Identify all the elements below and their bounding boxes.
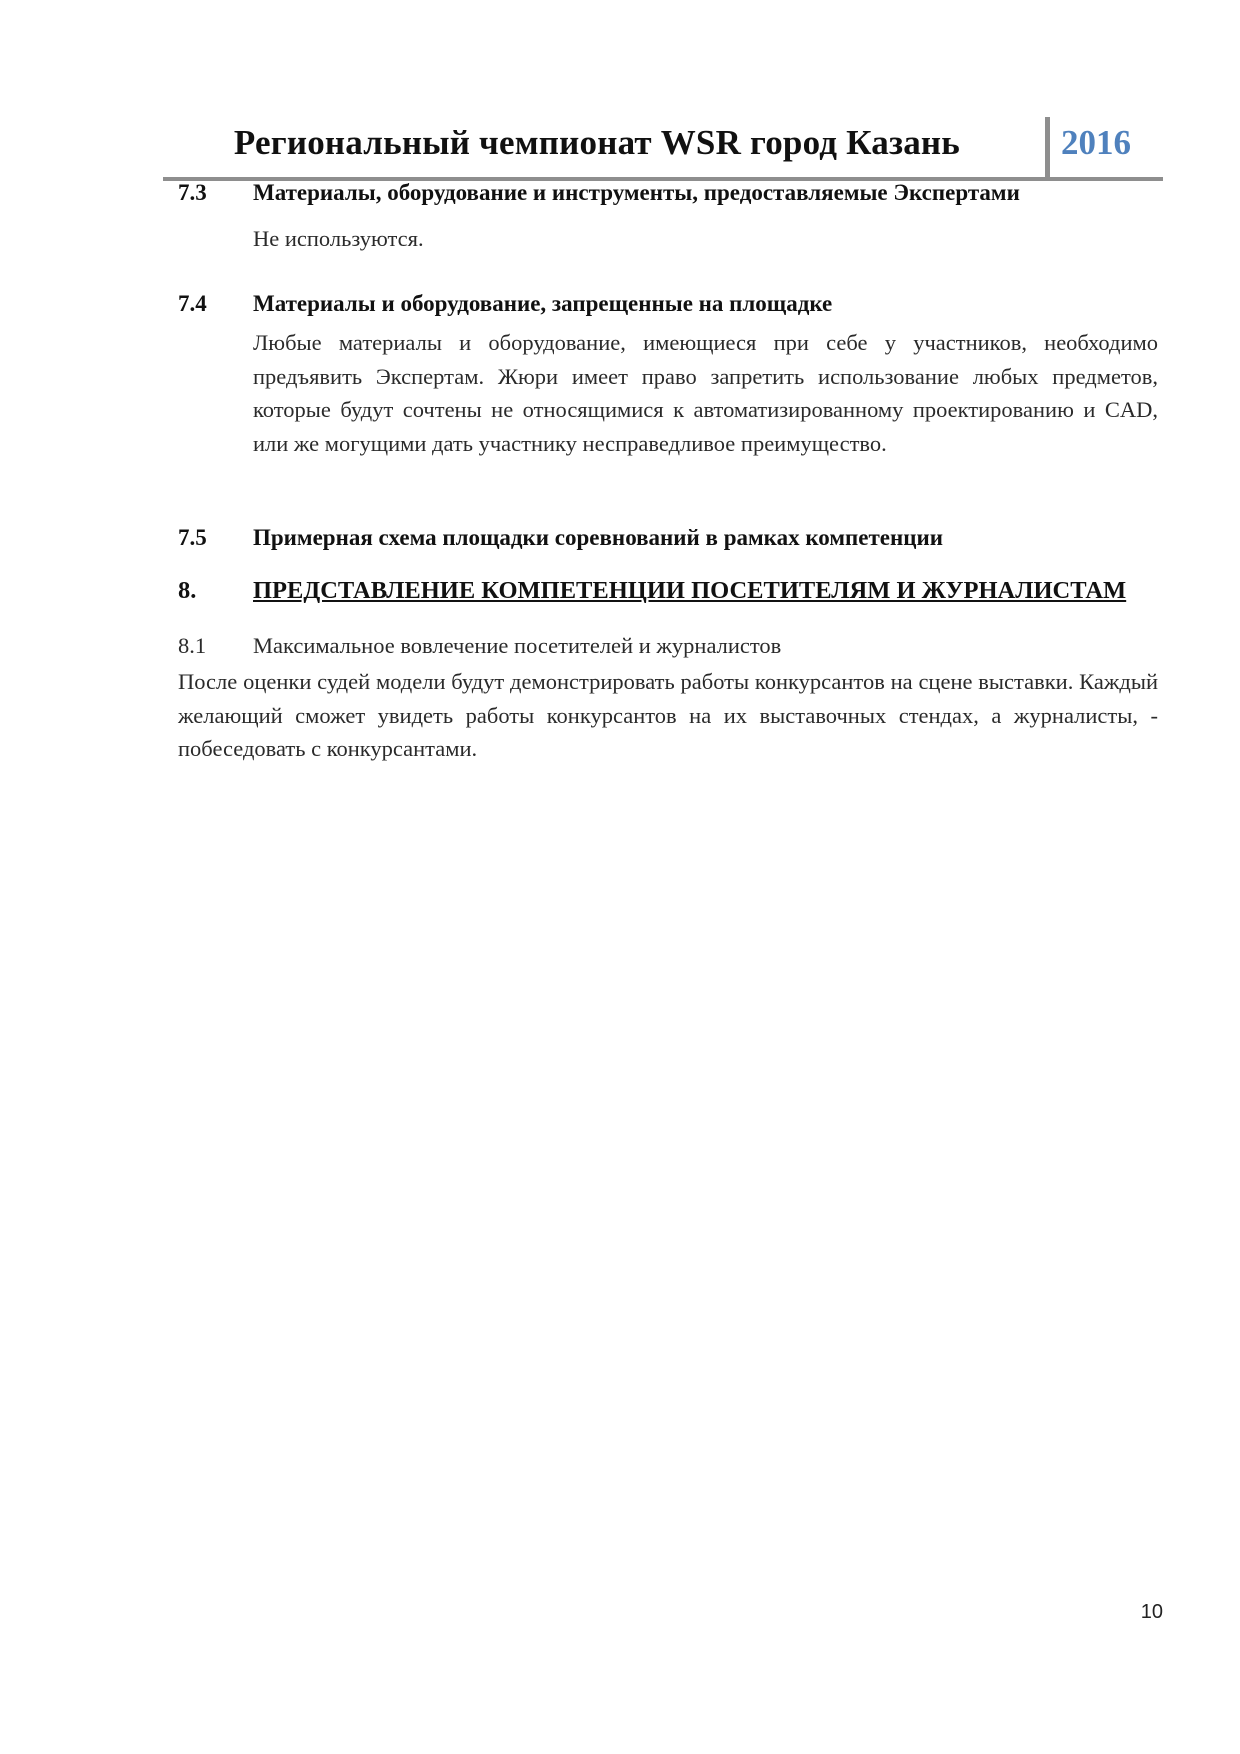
section-text: Не используются. [253,226,424,251]
section-title: Материалы, оборудование и инструменты, предоставляемые Экспертами [253,180,1020,205]
section-7-4 [178,291,1158,460]
section-heading [178,180,1158,206]
section-8-1 [178,633,1158,766]
section-text: Любые материалы и оборудование, имеющиеся при себе у участников, необходимо предъявить Экспертам. Жюри имеет право запретить использование любых предметов, которые будут сочтены не относящимися к автоматизированному проектированию и CAD, или же могущими дать участнику несправедливое преимущество. [253,330,1158,456]
header-divider [1045,117,1050,179]
section-7-3 [178,180,1158,256]
section-8 [178,577,1158,605]
section-title: Максимальное вовлечение посетителей и журналистов [253,633,782,658]
header-title: Региональный чемпионат WSR город Казань [233,123,960,162]
header-year: 2016 [1061,123,1131,162]
section-number: 7.4 [178,291,207,316]
page-header [163,117,1163,179]
section-title: ПРЕДСТАВЛЕНИЕ КОМПЕТЕНЦИИ ПОСЕТИТЕЛЯМ И ЖУРНАЛИСТАМ [253,577,1127,604]
section-heading [178,525,1158,551]
section-number: 7.3 [178,180,207,205]
section-7-5 [178,525,1158,551]
section-number: 8. [178,577,197,604]
section-title: Материалы и оборудование, запрещенные на площадке [253,291,833,316]
page-number: 10 [1140,1601,1163,1623]
section-heading [178,577,1158,605]
section-heading [178,633,1158,659]
section-number: 7.5 [178,525,207,550]
section-number: 8.1 [178,633,207,658]
section-heading [178,291,1158,317]
section-title: Примерная схема площадки соревнований в рамках компетенции [253,525,943,550]
section-text: После оценки судей модели будут демонстрировать работы конкурсантов на сцене выставки. Каждый желающий сможет увидеть работы конкурсантов на их выставочных стендах, а журналисты, - побеседовать с конкурсантами. [178,669,1158,761]
